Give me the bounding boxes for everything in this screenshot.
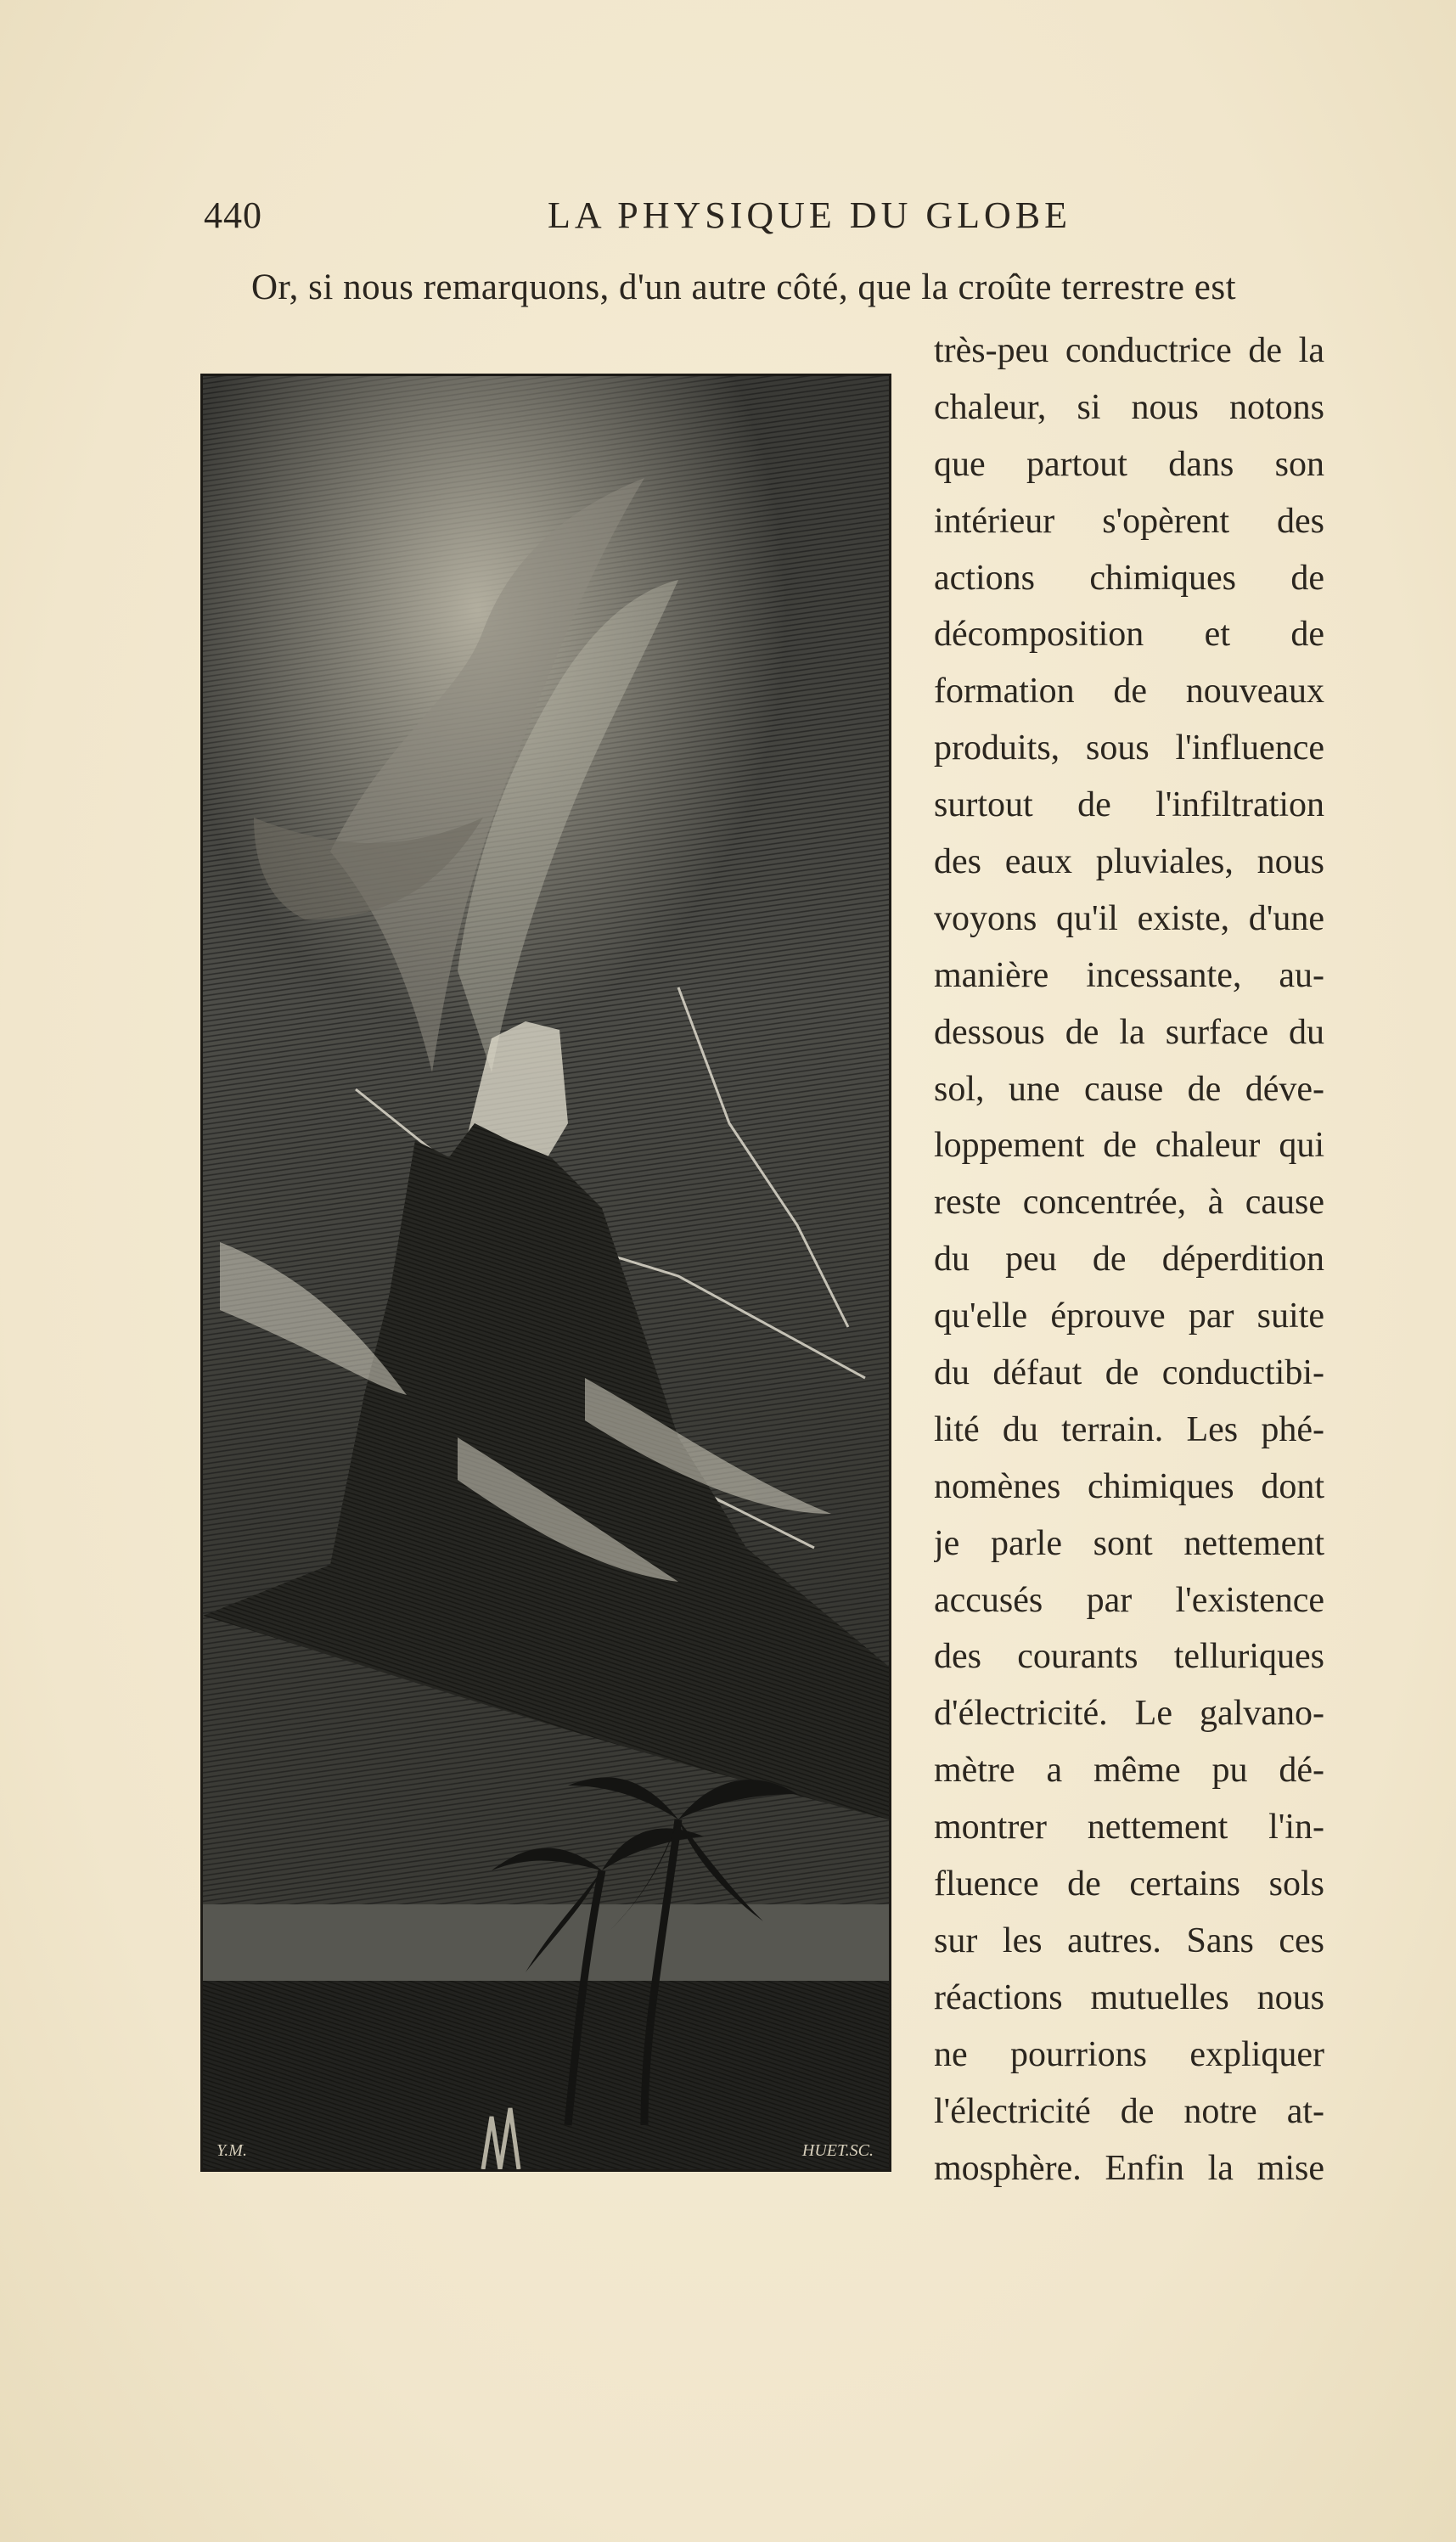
text-line: l'électricité de notre at- <box>934 2091 1324 2131</box>
illustrator-signature: Y.M. <box>216 2141 247 2160</box>
text-line: fluence de certains sols <box>934 1864 1324 1904</box>
text-line: reste concentrée, à cause <box>934 1183 1324 1223</box>
text-line: sur les autres. Sans ces <box>934 1921 1324 1960</box>
text-line: mosphère. Enfin la mise <box>934 2148 1324 2188</box>
text-line: décomposition et de <box>934 615 1324 655</box>
text-line: réactions mutuelles nous <box>934 1977 1324 2017</box>
text-line: lité du terrain. Les phé- <box>934 1409 1324 1449</box>
text-line: manière incessante, au- <box>934 955 1324 995</box>
text-line: montrer nettement l'in- <box>934 1808 1324 1847</box>
text-line: qu'elle éprouve par suite <box>934 1296 1324 1336</box>
text-line: du peu de déperdition <box>934 1240 1324 1279</box>
text-line: que partout dans son <box>934 444 1324 484</box>
text-line: actions chimiques de <box>934 558 1324 598</box>
text-line: intérieur s'opèrent des <box>934 501 1324 541</box>
text-line: produits, sous l'influence <box>934 728 1324 768</box>
text-line: du défaut de conductibi- <box>934 1353 1324 1393</box>
text-line: dessous de la surface du <box>934 1012 1324 1052</box>
text-line: d'électricité. Le galvano- <box>934 1694 1324 1734</box>
text-line: accusés par l'existence <box>934 1580 1324 1620</box>
page-number: 440 <box>204 194 262 236</box>
text-line: ne pourrions expliquer <box>934 2034 1324 2074</box>
text-line: formation de nouveaux <box>934 672 1324 711</box>
text-line: mètre a même pu dé- <box>934 1751 1324 1791</box>
text-line: des courants telluriques <box>934 1637 1324 1677</box>
engraver-signature: HUET.SC. <box>801 2141 874 2160</box>
text-line: surtout de l'infiltration <box>934 785 1324 825</box>
running-head: LA PHYSIQUE DU GLOBE <box>548 194 1071 236</box>
text-line: très-peu conductrice de la <box>934 331 1324 370</box>
text-line: sol, une cause de déve- <box>934 1069 1324 1109</box>
text-line: voyons qu'il existe, d'une <box>934 898 1324 938</box>
body-first-line: Or, si nous remarquons, d'un autre côté, que la croûte terrestre est <box>251 267 1237 307</box>
text-line: loppement de chaleur qui <box>934 1126 1324 1166</box>
text-line: des eaux pluviales, nous <box>934 842 1324 882</box>
volcano-engraving-illustration <box>200 374 891 2172</box>
text-column <box>934 323 1324 2196</box>
text-line: nomènes chimiques dont <box>934 1466 1324 1506</box>
text-line: chaleur, si nous notons <box>934 387 1324 427</box>
text-line: je parle sont nettement <box>934 1523 1324 1563</box>
